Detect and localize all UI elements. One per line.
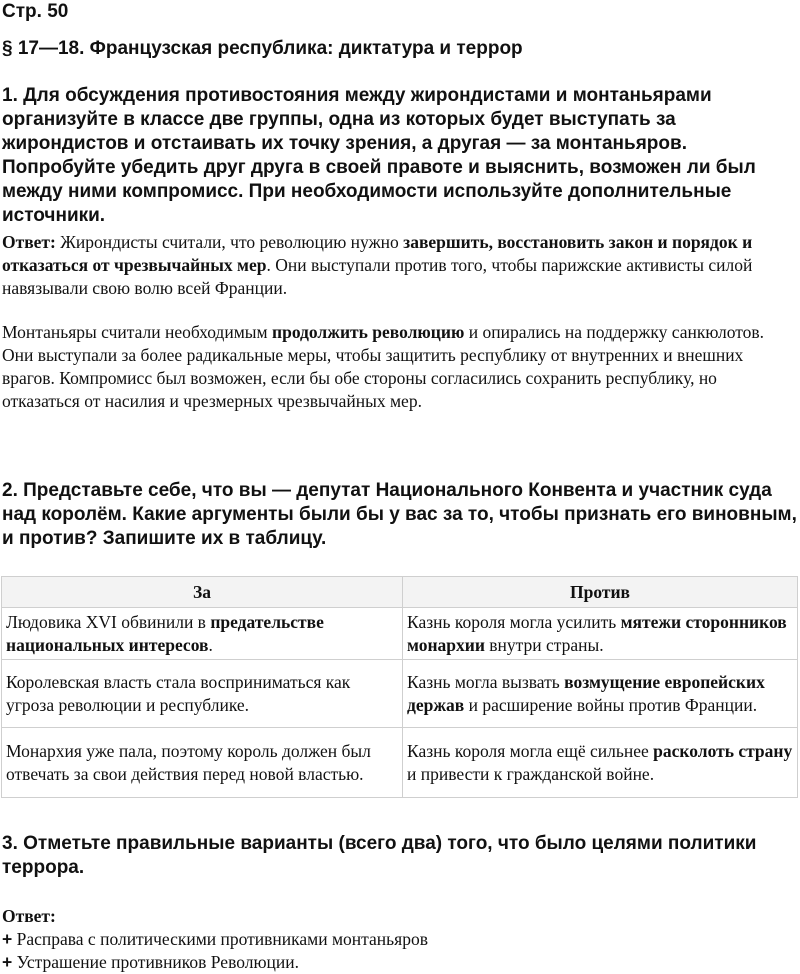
- header-against: Против: [403, 577, 798, 608]
- answer-text: . Они выступали против того, чтобы парижские активисты силой навязывали свою волю всей Франции.: [2, 255, 753, 298]
- plus-mark: +: [2, 929, 13, 949]
- question-2: 2. Представьте себе, что вы — депутат Национального Конвента и участник суда над королём. Какие аргументы были бы у вас за то, чтобы признать его виновным, и против? Запишите их в таблицу.: [2, 480, 797, 549]
- cell-text: внутри страны.: [484, 634, 604, 655]
- answer-option: [2, 951, 797, 974]
- cell-text: Казнь могла вызвать: [407, 671, 565, 692]
- cell-text: Казнь короля могла усилить: [407, 611, 621, 632]
- cell-bold-text: мятежи сторонников монархии: [407, 611, 787, 655]
- answer-1-girondins: [2, 231, 798, 300]
- cell-text: .: [208, 634, 213, 655]
- table-header-row: [2, 577, 798, 608]
- plus-mark: +: [2, 952, 13, 972]
- cell-text: и расширение войны против Франции.: [464, 694, 758, 715]
- cell-against: [403, 728, 798, 798]
- table-row: [2, 660, 798, 728]
- cell-for: [2, 608, 403, 660]
- cell-bold-text: предательстве национальных интересов: [6, 611, 324, 655]
- cell-against: [403, 608, 798, 660]
- cell-text: и привести к гражданской войне.: [407, 763, 655, 784]
- answer-text: и опирались на поддержку санкюлотов. Они выступали за более радикальные меры, чтобы защитить республику от внутренних и внешних врагов. Компромисс был возможен, если бы обе стороны согласились сохранить республику, но отказаться от насилия и чрезмерных чрезвычайных мер.: [2, 322, 765, 411]
- answer-bold-text: завершить, восстановить закон и порядок и отказаться от чрезвычайных мер: [2, 232, 753, 275]
- question-1: 1. Для обсуждения противостояния между жирондистами и монтаньярами организуйте в классе две группы, одна из которых будет выступать за жирондистов и отстаивать их точку зрения, а другая — за монтаньяров. Попробуйте убедить друг друга в своей правоте и выяснить, возможен ли был между ними компромисс. При необходимости используйте дополнительные источники.: [2, 85, 756, 226]
- page-number: Стр. 50: [2, 1, 69, 22]
- cell-text: Людовика XVI обвинили в: [6, 611, 211, 632]
- answer-text: Жирондисты считали, что революцию нужно: [55, 232, 404, 252]
- answer-1-montagnards: [2, 321, 798, 413]
- question-3: 3. Отметьте правильные варианты (всего два) того, что было целями политики террора.: [2, 833, 757, 878]
- cell-bold-text: расколоть страну: [653, 740, 793, 761]
- answer-label: Ответ:: [2, 906, 56, 926]
- cell-for: [2, 660, 403, 728]
- cell-for: [2, 728, 403, 798]
- cell-text: Монархия уже пала, поэтому король должен был отвечать за свои действия перед новой властью.: [6, 740, 371, 784]
- option-text: Устрашение противников Революции.: [12, 952, 300, 972]
- cell-text: Казнь короля могла ещё сильнее: [407, 740, 654, 761]
- header-for: За: [2, 577, 403, 608]
- table-row: [2, 608, 798, 660]
- option-text: Расправа с политическими противниками монтаньяров: [12, 929, 428, 949]
- answer-3: [2, 905, 797, 974]
- cell-bold-text: возмущение европейских держав: [407, 671, 765, 715]
- paragraph-title: § 17—18. Французская республика: диктатура и террор: [2, 38, 523, 59]
- table-row: [2, 728, 798, 798]
- arguments-table: [1, 576, 798, 798]
- answer-label: Ответ:: [2, 232, 56, 252]
- answer-bold-text: продолжить революцию: [272, 322, 465, 342]
- cell-against: [403, 660, 798, 728]
- cell-text: Королевская власть стала восприниматься как угроза революции и республике.: [6, 671, 351, 715]
- answer-text: Монтаньяры считали необходимым: [2, 322, 272, 342]
- answer-option: [2, 928, 797, 951]
